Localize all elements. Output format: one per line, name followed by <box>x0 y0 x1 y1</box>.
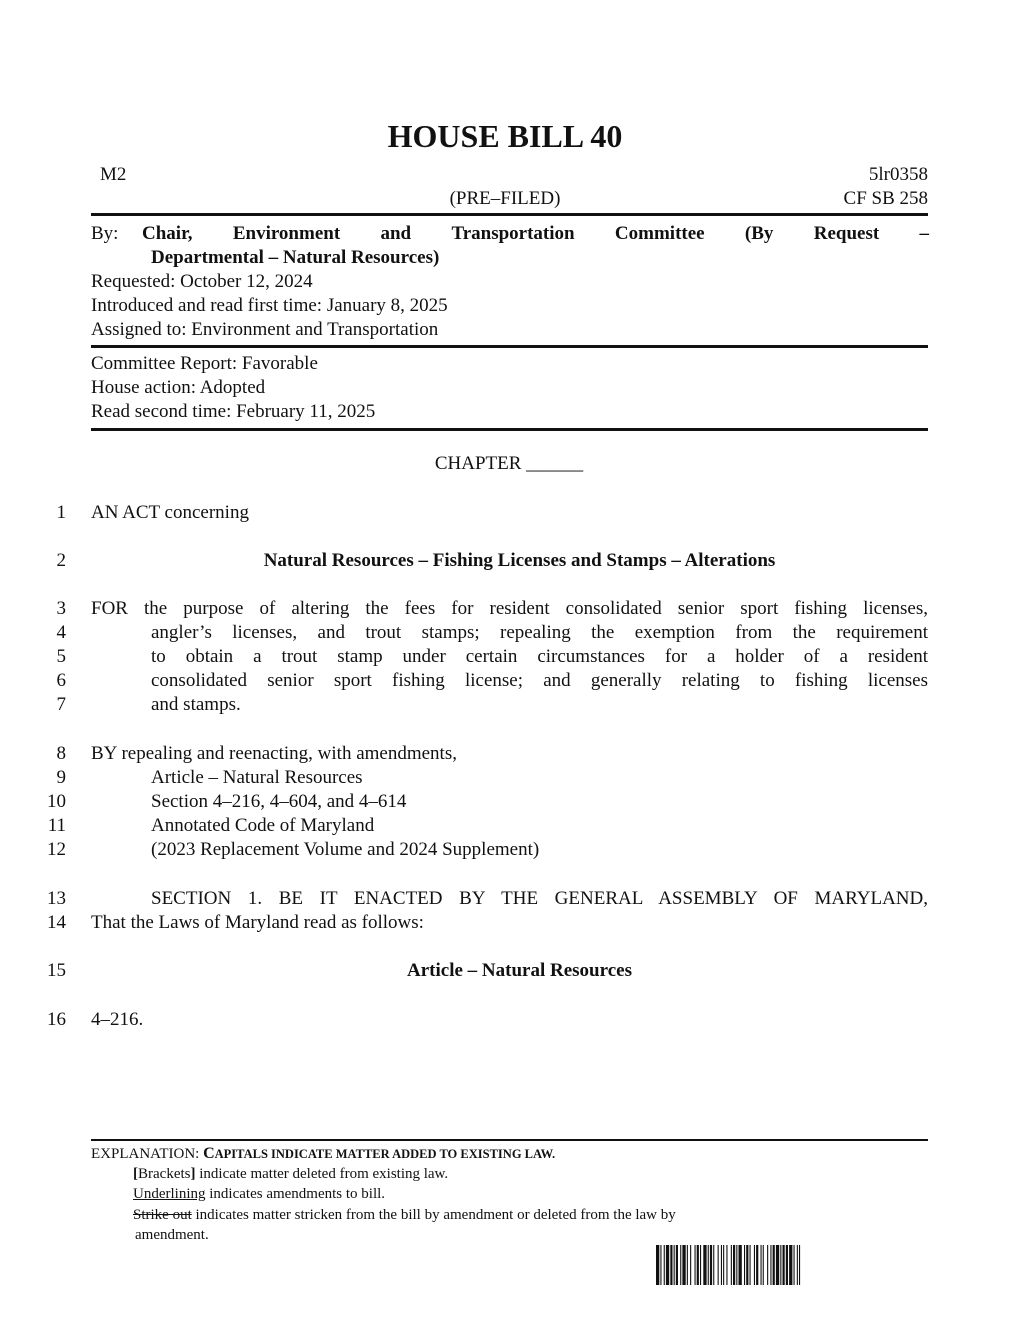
chapter-line: CHAPTER ______ <box>434 453 584 474</box>
assigned-committee: Assigned to: Environment and Transportation <box>91 319 439 340</box>
explanation-strike-cont: amendment. <box>135 1227 209 1243</box>
line-number: 16 <box>47 1009 66 1030</box>
brackets-word: Brackets <box>138 1166 191 1182</box>
explanation-brackets <box>133 1166 448 1183</box>
bracket-open: [ <box>133 1166 138 1182</box>
line-number: 13 <box>47 888 66 909</box>
line-number: 2 <box>56 550 66 571</box>
sponsor-word: Environment <box>232 223 341 244</box>
article-ref: Article – Natural Resources <box>151 767 363 788</box>
line-number: 4 <box>56 622 66 643</box>
strike-desc: indicates matter stricken from the bill by amendment or deleted from the law by <box>191 1207 676 1223</box>
purpose-line: consolidated senior sport fishing license; and generally relating to fishing licenses <box>151 670 928 691</box>
line-number: 14 <box>47 912 66 933</box>
line-number: 5 <box>56 646 66 667</box>
barcode-icon <box>656 1245 904 1285</box>
sponsor-rule <box>91 345 928 348</box>
explanation-strike <box>133 1207 676 1224</box>
underlining-word: Underlining <box>133 1186 206 1202</box>
explanation-capitals <box>91 1145 555 1163</box>
section-number: 4–216. <box>91 1009 144 1030</box>
purpose-line: angler’s licenses, and trout stamps; repealing the exemption from the requirement <box>151 622 928 643</box>
bill-subject-title: Natural Resources – Fishing Licenses and Stamps – Alterations <box>263 550 776 571</box>
enacting-clause: SECTION 1. BE IT ENACTED BY THE GENERAL ASSEMBLY OF MARYLAND, <box>151 888 928 909</box>
purpose-line: to obtain a trout stamp under certain circumstances for a holder of a resident <box>151 646 928 667</box>
explanation-underlining <box>133 1186 385 1203</box>
committee-report: Committee Report: Favorable <box>91 353 318 374</box>
sponsor-word: Transportation <box>451 223 575 244</box>
subject-code: M2 <box>100 164 127 185</box>
line-number: 1 <box>56 502 66 523</box>
brackets-desc: indicate matter deleted from existing law. <box>195 1166 449 1182</box>
act-concerning: AN ACT concerning <box>91 502 249 523</box>
enacting-clause-cont: That the Laws of Maryland read as follows: <box>91 912 424 933</box>
prefiled-label: (PRE–FILED) <box>449 188 561 209</box>
line-number: 12 <box>47 839 66 860</box>
committee-rule <box>91 428 928 431</box>
second-reading: Read second time: February 11, 2025 <box>91 401 376 422</box>
by-repealing-line: BY repealing and reenacting, with amendments, <box>91 743 457 764</box>
line-number: 8 <box>56 743 66 764</box>
purpose-line: and stamps. <box>151 694 241 715</box>
explanation-label: EXPLANATION: <box>91 1146 204 1162</box>
sponsor-word: Committee <box>614 223 705 244</box>
line-number: 15 <box>47 960 66 981</box>
sponsor-line-2: Departmental – Natural Resources) <box>151 247 440 268</box>
line-number: 9 <box>56 767 66 788</box>
sponsor-word: (By <box>744 223 774 244</box>
house-action: House action: Adopted <box>91 377 266 398</box>
line-number: 6 <box>56 670 66 691</box>
sponsor-word: Chair, <box>142 223 193 244</box>
sponsor-word: Request <box>813 223 880 244</box>
article-heading: Article – Natural Resources <box>407 960 632 981</box>
capitals-first: C <box>203 1145 215 1162</box>
bracket-close: ] <box>190 1166 196 1182</box>
line-number: 11 <box>47 815 66 836</box>
by-label: By: <box>91 223 119 244</box>
lr-number: 5lr0358 <box>868 164 928 185</box>
bill-title: HOUSE BILL 40 <box>387 118 623 154</box>
code-ref: Annotated Code of Maryland <box>151 815 375 836</box>
purpose-line: FOR the purpose of altering the fees for resident consolidated senior sport fishing licenses, <box>91 598 928 619</box>
sponsor-word: – <box>919 223 929 244</box>
capitals-rest: APITALS INDICATE MATTER ADDED TO EXISTING LAW. <box>214 1147 556 1161</box>
introduced-date: Introduced and read first time: January 8, 2025 <box>91 295 448 316</box>
sponsor-line-1 <box>142 223 929 245</box>
underlining-desc: indicates amendments to bill. <box>205 1186 386 1202</box>
header-rule <box>91 213 928 216</box>
cross-file: CF SB 258 <box>843 188 928 209</box>
requested-date: Requested: October 12, 2024 <box>91 271 313 292</box>
explanation-rule <box>91 1139 928 1141</box>
volume-ref: (2023 Replacement Volume and 2024 Supplement) <box>151 839 540 860</box>
section-ref: Section 4–216, 4–604, and 4–614 <box>151 791 407 812</box>
line-number: 10 <box>47 791 66 812</box>
strike-word: Strike out <box>133 1207 192 1223</box>
sponsor-word: and <box>380 223 412 244</box>
line-number: 3 <box>56 598 66 619</box>
line-number: 7 <box>56 694 66 715</box>
